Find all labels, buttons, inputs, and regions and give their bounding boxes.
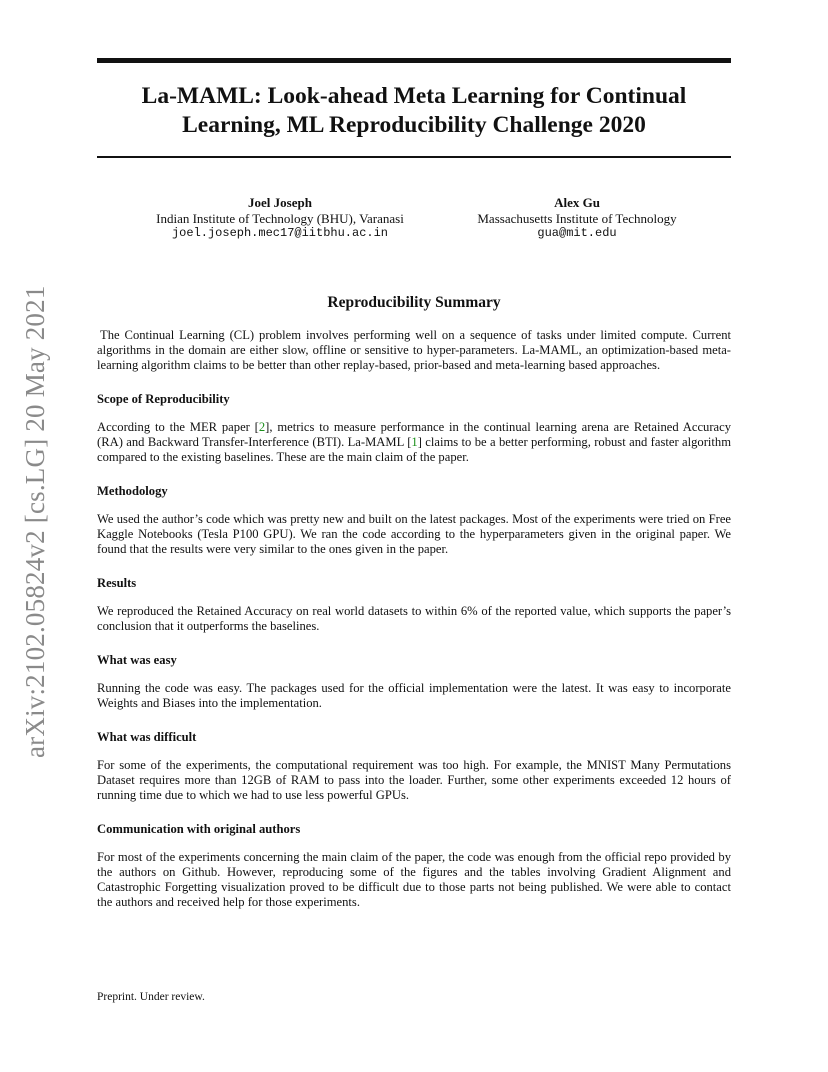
scope-text-2: ], metrics to measure performance in the continual learning arena are Retained Accuracy (RA) and Backward Transfer-Interference (BTI). La-MAML [ xyxy=(97,420,731,449)
author-email[interactable]: gua@mit.edu xyxy=(537,226,617,240)
citation-link[interactable]: 1 xyxy=(411,435,418,449)
title-line-1: La-MAML: Look-ahead Meta Learning for Continual xyxy=(141,83,687,109)
preprint-footer: Preprint. Under review. xyxy=(97,991,205,1003)
communication-paragraph: For most of the experiments concerning the main claim of the paper, the code was enough from the official repo provided by the authors on Github. However, reproducing some of the figures and the tables involving Gradient Alignment and Catastrophic Forgetting visualization proved to be difficult due to those parts not being published. We were able to contact the authors and received help for those experiments. xyxy=(97,850,731,909)
results-paragraph: We reproduced the Retained Accuracy on real world datasets to within 6% of the reported value, which supports the paper’s conclusion that it outperforms the baselines. xyxy=(97,604,731,633)
title-line-2: Learning, ML Reproducibility Challenge 2020 xyxy=(182,112,646,138)
title-top-rule xyxy=(97,58,731,63)
scope-text-3: ] claims to be a better performing, robust and faster algorithm compared to the existing baselines. These are the main claim of the paper. xyxy=(97,435,731,464)
author-affiliation: Massachusetts Institute of Technology xyxy=(477,210,677,226)
difficult-heading: What was difficult xyxy=(97,730,197,744)
scope-text-1: According to the MER paper [ xyxy=(97,420,259,434)
communication-heading: Communication with original authors xyxy=(97,822,301,836)
author-affiliation: Indian Institute of Technology (BHU), Varanasi xyxy=(156,210,404,226)
methodology-heading: Methodology xyxy=(97,484,168,498)
scope-heading: Scope of Reproducibility xyxy=(97,392,230,406)
author-block-1 xyxy=(130,195,430,242)
author-block-2 xyxy=(447,195,707,242)
results-heading: Results xyxy=(97,576,137,590)
methodology-paragraph: We used the author’s code which was pretty new and built on the latest packages. Most of the experiments were tried on Free Kaggle Notebooks (Tesla P100 GPU). We ran the code according to the hyperparameters given in the original paper. We found that the results were very similar to the ones given in the paper. xyxy=(97,512,731,556)
author-name: Joel Joseph xyxy=(248,195,312,210)
arxiv-identifier: arXiv:2102.05824v2 [cs.LG] 20 May 2021 xyxy=(20,285,50,758)
paper-title xyxy=(97,82,731,140)
easy-heading: What was easy xyxy=(97,653,177,667)
author-email[interactable]: joel.joseph.mec17@iitbhu.ac.in xyxy=(171,226,389,240)
author-name: Alex Gu xyxy=(554,195,600,210)
easy-paragraph: Running the code was easy. The packages used for the official implementation were the latest. It was easy to incorporate Weights and Biases into the implementation. xyxy=(97,681,731,710)
citation-link[interactable]: 2 xyxy=(258,420,266,434)
summary-body xyxy=(97,328,731,910)
difficult-paragraph: For some of the experiments, the computational requirement was too high. For example, the MNIST Many Permutations Dataset requires more than 12GB of RAM to pass into the loader. Further, some other experiments exceeded 12 hours of running time due to which we had to use less powerful GPUs. xyxy=(97,758,731,802)
intro-paragraph: The Continual Learning (CL) problem involves performing well on a sequence of tasks under limited compute. Current algorithms in the domain are either slow, offline or sensitive to hyper-parameters. La-MAML, an optimization-based meta-learning algorithm claims to be better than other replay-based, prior-based and meta-learning based approaches. xyxy=(97,328,731,372)
scope-paragraph xyxy=(97,420,731,465)
summary-heading: Reproducibility Summary xyxy=(327,294,501,311)
title-bottom-rule xyxy=(97,156,731,158)
